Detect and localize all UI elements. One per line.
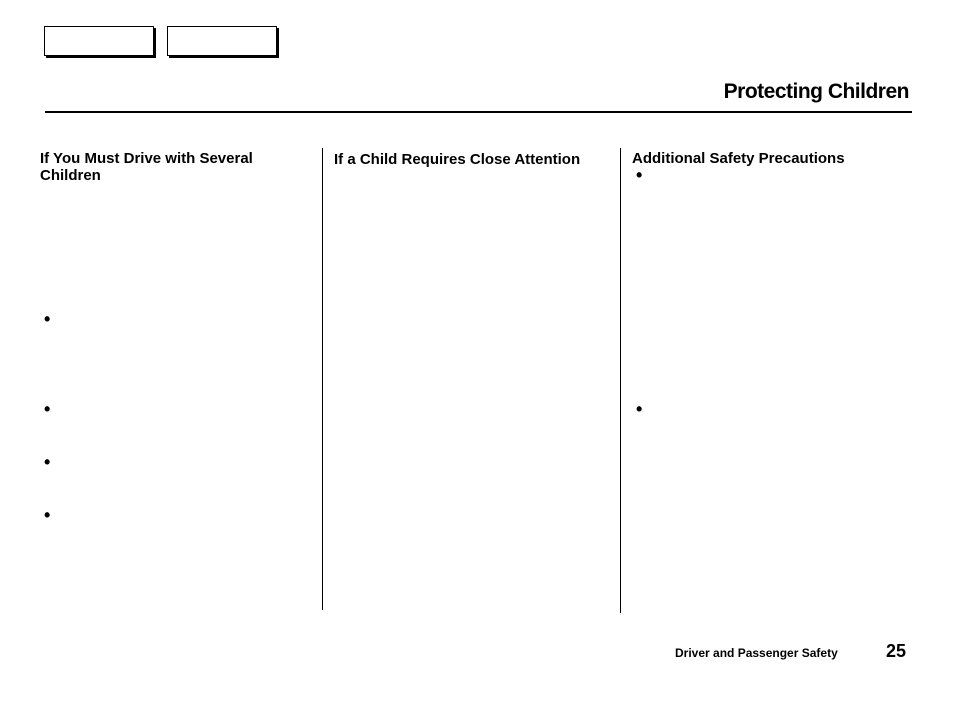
column-divider — [322, 148, 323, 610]
column-divider — [620, 148, 621, 613]
title-rule — [45, 111, 912, 113]
nav-button-previous[interactable] — [44, 26, 154, 56]
column-heading-safety-precautions: Additional Safety Precautions — [632, 150, 845, 167]
bullet-marker: • — [44, 399, 51, 419]
bullet-marker: • — [44, 309, 51, 329]
column-heading-several-children: If You Must Drive with Several Children — [40, 150, 253, 184]
nav-button-next[interactable] — [167, 26, 277, 56]
column-heading-close-attention: If a Child Requires Close Attention — [334, 151, 581, 168]
bullet-marker: • — [636, 399, 643, 419]
page-number: 25 — [886, 641, 907, 661]
bullet-marker: • — [44, 505, 51, 525]
bullet-marker: • — [44, 452, 51, 472]
footer-section-label: Driver and Passenger Safety — [675, 646, 838, 660]
page-title: Protecting Children — [723, 80, 909, 103]
bullet-marker: • — [636, 165, 643, 185]
